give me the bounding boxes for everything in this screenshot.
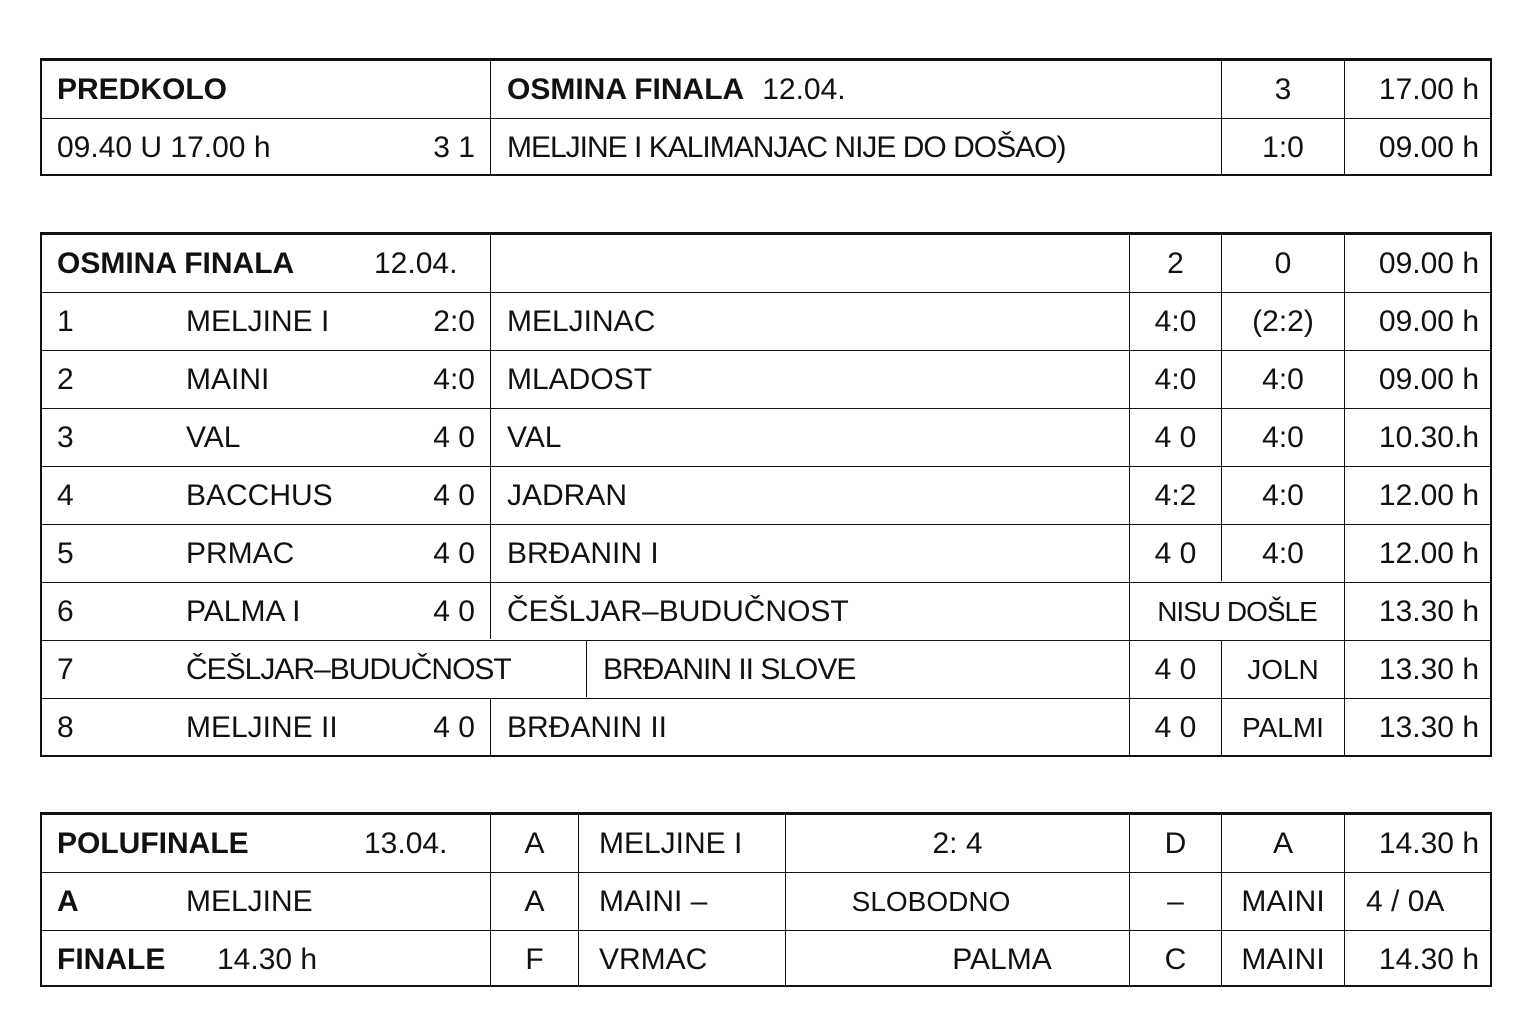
predkolo-info: 09.40 U 17.00 h — [57, 130, 271, 164]
status: SLOBODNO — [851, 885, 1011, 917]
col-e: MAINI — [1241, 884, 1325, 918]
team-name: PALMA I — [186, 594, 301, 628]
result-2: JOLN — [1247, 653, 1319, 685]
result-2: PALMI — [1242, 711, 1324, 743]
opponent-name: MLADOST — [507, 362, 653, 396]
team-name: MELJINE — [186, 884, 313, 918]
match-time: 13.30 h — [1378, 710, 1479, 744]
match-time: 12.00 h — [1378, 478, 1479, 512]
predkolo-score: 3 1 — [433, 130, 475, 164]
result-2: 4:0 — [1262, 536, 1304, 570]
opponent-name: PALMA — [952, 942, 1052, 976]
result-1: 4:2 — [1154, 478, 1197, 512]
round-date: 12.04. — [762, 72, 846, 106]
row-number: 5 — [57, 536, 74, 570]
result-2: 4:0 — [1262, 478, 1304, 512]
round-number: 3 — [1274, 72, 1292, 106]
polufinale-title: POLUFINALE — [57, 826, 249, 860]
result-1: 4 0 — [1154, 652, 1197, 686]
result-1: 4:0 — [1154, 362, 1197, 396]
match-time: 14.30 h — [1378, 826, 1479, 860]
row-number: 6 — [57, 594, 74, 628]
group-label: F — [525, 942, 544, 976]
round-time: 17.00 h — [1378, 72, 1479, 106]
table-row — [42, 408, 1490, 466]
result-1: 4 0 — [1154, 710, 1197, 744]
table-row — [42, 524, 1490, 582]
round-title: OSMINA FINALA — [507, 72, 745, 106]
opponent-name: BRĐANIN II SLOVE — [603, 652, 856, 686]
osmina-date: 12.04. — [374, 246, 458, 280]
opponent-name: BRĐANIN I — [507, 536, 659, 570]
score: 4 0 — [433, 710, 475, 744]
score: 4 0 — [433, 420, 475, 454]
match-time: 09.00 h — [1378, 362, 1479, 396]
group-label: A — [524, 826, 545, 860]
match-time: 4 / 0A — [1366, 884, 1445, 918]
osmina-col-b: 0 — [1274, 246, 1292, 280]
match-time: 12.00 h — [1378, 536, 1479, 570]
table-row — [42, 466, 1490, 524]
polufinale-row — [42, 814, 1490, 872]
team-name-2: MAINI – — [599, 884, 708, 918]
team-name: VAL — [186, 420, 241, 454]
opponent-name: BRĐANIN II — [507, 710, 668, 744]
match-time: 13.30 h — [1378, 594, 1479, 628]
match-time: 09.00 h — [1378, 304, 1479, 338]
team-name: BACCHUS — [186, 478, 333, 512]
predkolo-title: PREDKOLO — [57, 72, 228, 106]
result-1: 4 0 — [1154, 420, 1197, 454]
col-d: D — [1164, 826, 1187, 860]
row-number: 8 — [57, 710, 74, 744]
team-name: MELJINE II — [186, 710, 338, 744]
row-number: 1 — [57, 304, 74, 338]
osmina-table — [40, 232, 1492, 757]
osmina-title: OSMINA FINALA — [57, 246, 295, 280]
opponent-name: ČEŠLJAR–BUDUČNOST — [507, 594, 849, 628]
result-1: 4 0 — [1154, 536, 1197, 570]
col-d: C — [1164, 942, 1187, 976]
table-row — [42, 292, 1490, 350]
score: 4:0 — [433, 362, 475, 396]
opponent-name: JADRAN — [507, 478, 628, 512]
predkolo-result: 1:0 — [1262, 130, 1304, 164]
match-time: 13.30 h — [1378, 652, 1479, 686]
table-row — [42, 350, 1490, 408]
predkolo-time: 09.00 h — [1378, 130, 1479, 164]
finale-row — [42, 930, 1490, 988]
result-1: 4:0 — [1154, 304, 1197, 338]
team-name: MELJINE I — [599, 826, 743, 860]
row-number: 7 — [57, 652, 74, 686]
row-number: 2 — [57, 362, 74, 396]
score: 4 0 — [433, 478, 475, 512]
table-row — [42, 698, 1490, 756]
team-name: MELJINE I — [186, 304, 330, 338]
opponent-name: MELJINAC — [507, 304, 656, 338]
result-2: 4:0 — [1262, 420, 1304, 454]
score: 2: 4 — [932, 826, 983, 860]
team-name: VRMAC — [599, 942, 708, 976]
group-a-row — [42, 872, 1490, 930]
group-label: A — [524, 884, 545, 918]
table-row — [42, 640, 1490, 698]
opponent-name: VAL — [507, 420, 562, 454]
match-time: 10.30.h — [1378, 420, 1479, 454]
predkolo-header-row — [42, 60, 1490, 118]
col-d: – — [1167, 884, 1184, 918]
row-label: A — [57, 884, 79, 918]
osmina-header-row — [42, 234, 1490, 292]
score: 2:0 — [433, 304, 475, 338]
score: 4 0 — [433, 536, 475, 570]
match-time: 14.30 h — [1378, 942, 1479, 976]
team-name: MAINI — [186, 362, 270, 396]
finals-table — [40, 812, 1492, 987]
result-2: (2:2) — [1252, 304, 1314, 338]
finale-time-label: 14.30 h — [217, 942, 318, 976]
predkolo-match: MELJINE I KALIMANJAC NIJE DO DOŠAO) — [507, 130, 1066, 164]
osmina-time: 09.00 h — [1378, 246, 1479, 280]
finale-title: FINALE — [57, 942, 166, 976]
team-name: ČEŠLJAR–BUDUČNOST — [186, 652, 511, 686]
row-number: 3 — [57, 420, 74, 454]
score: 4 0 — [433, 594, 475, 628]
polufinale-date: 13.04. — [364, 826, 448, 860]
result-merged: NISU DOŠLE — [1157, 595, 1317, 627]
row-number: 4 — [57, 478, 74, 512]
team-name: PRMAC — [186, 536, 295, 570]
predkolo-match-row — [42, 118, 1490, 176]
predkolo-table — [40, 58, 1492, 176]
col-e: A — [1272, 826, 1293, 860]
result-2: 4:0 — [1262, 362, 1304, 396]
col-e: MAINI — [1241, 942, 1325, 976]
osmina-col-a: 2 — [1167, 246, 1184, 280]
table-row — [42, 582, 1490, 640]
